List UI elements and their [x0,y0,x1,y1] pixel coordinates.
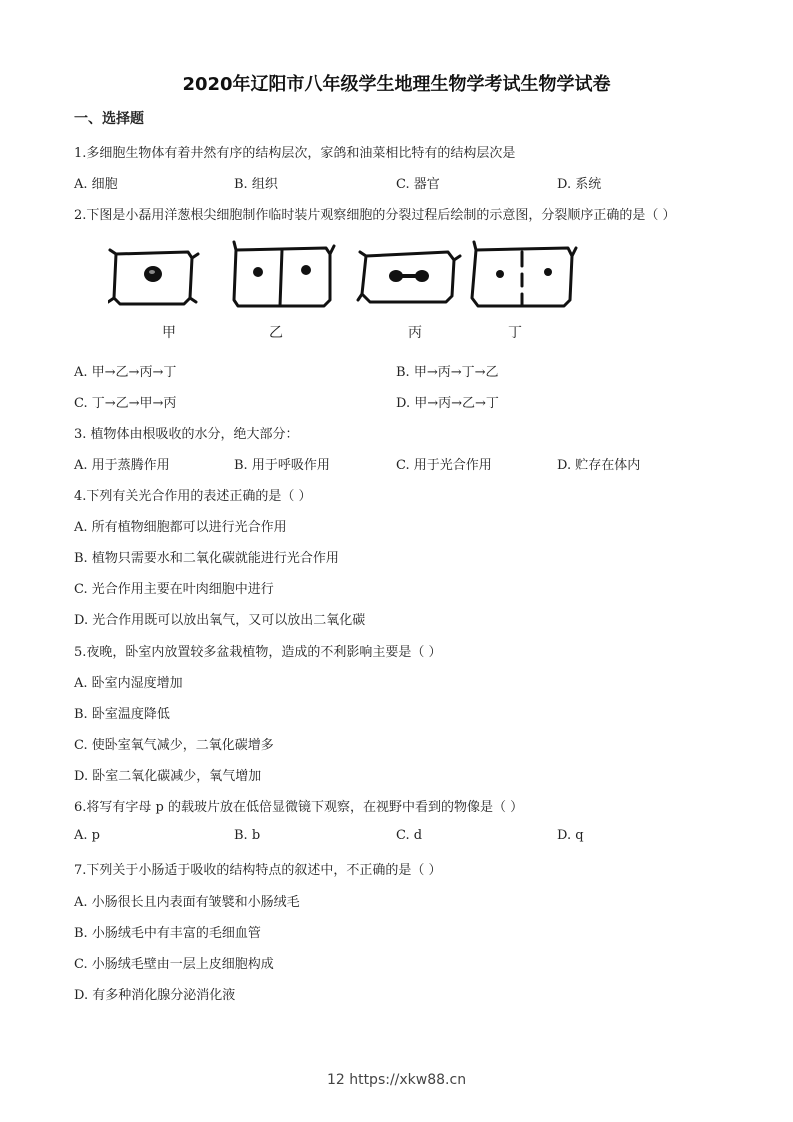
question-2-stem: 2.下图是小磊用洋葱根尖细胞制作临时装片观察细胞的分裂过程后绘制的示意图，分裂顺序正确的是（ ） [74,208,676,223]
question-4-stem: 4.下列有关光合作用的表述正确的是（ ） [74,489,312,504]
exam-title: 2020年辽阳市八年级学生地理生物学考试生物学试卷 [182,74,611,95]
question-2-option-c: C. 丁→乙→甲→丙 [74,396,177,411]
question-7-option-a: A. 小肠很长且内表面有皱襞和小肠绒毛 [74,895,300,910]
question-2-option-d: D. 甲→丙→乙→丁 [396,396,499,411]
question-4-option-b: B. 植物只需要水和二氧化碳就能进行光合作用 [74,551,339,566]
question-3-option-c: C. 用于光合作用 [396,458,492,473]
question-7-stem: 7.下列关于小肠适于吸收的结构特点的叙述中，不正确的是（ ） [74,863,442,878]
question-6-option-c: C. d [396,828,423,843]
question-6-option-b: B. b [234,828,261,843]
question-1-stem: 1.多细胞生物体有着井然有序的结构层次，家鸽和油菜相比特有的结构层次是 [74,146,516,161]
question-3-option-b: B. 用于呼吸作用 [234,458,330,473]
page-footer: 12 https://xkw88.cn [326,1072,467,1088]
question-5-stem: 5.夜晚，卧室内放置较多盆栽植物，造成的不利影响主要是（ ） [74,645,442,660]
caption-bing: 丙 [408,325,422,341]
caption-yi: 乙 [269,325,283,341]
question-5-option-d: D. 卧室二氧化碳减少，氧气增加 [74,769,262,784]
nucleus-ding-left [496,270,504,278]
question-6-stem: 6.将写有字母 p 的载玻片放在低倍显微镜下观察，在视野中看到的物像是（ ） [74,800,524,815]
question-5-option-c: C. 使卧室氧气减少，二氧化碳增多 [74,738,274,753]
nucleus-ding-right [544,268,552,276]
question-2-option-b: B. 甲→丙→丁→乙 [396,365,499,380]
question-1-option-b: B. 组织 [234,177,278,192]
question-3-option-a: A. 用于蒸腾作用 [74,458,170,473]
question-2-option-a: A. 甲→乙→丙→丁 [74,365,177,380]
question-6-option-a: A. p [74,828,100,843]
question-1-option-a: A. 细胞 [74,177,118,192]
question-3-option-d: D. 贮存在体内 [557,458,641,473]
question-1-option-d: D. 系统 [557,177,602,192]
question-5-option-b: B. 卧室温度降低 [74,707,170,722]
question-7-option-b: B. 小肠绒毛中有丰富的毛细血管 [74,926,261,941]
question-4-option-c: C. 光合作用主要在叶肉细胞中进行 [74,582,274,597]
section-heading: 一、选择题 [74,111,144,127]
nucleus-jia [144,266,162,282]
question-1-option-c: C. 器官 [396,177,440,192]
caption-jia: 甲 [162,325,176,341]
question-5-option-a: A. 卧室内湿度增加 [74,676,183,691]
question-4-option-d: D. 光合作用既可以放出氧气，又可以放出二氧化碳 [74,613,366,628]
question-7-option-c: C. 小肠绒毛壁由一层上皮细胞构成 [74,957,274,972]
cell-division-figure [108,238,583,318]
question-4-option-a: A. 所有植物细胞都可以进行光合作用 [74,520,287,535]
caption-ding: 丁 [508,325,522,341]
nucleus-yi-right [301,265,311,275]
nucleus-yi-left [253,267,263,277]
question-3-stem: 3. 植物体由根吸收的水分，绝大部分： [74,427,299,442]
question-6-option-d: D. q [557,828,584,843]
question-7-option-d: D. 有多种消化腺分泌消化液 [74,988,236,1003]
